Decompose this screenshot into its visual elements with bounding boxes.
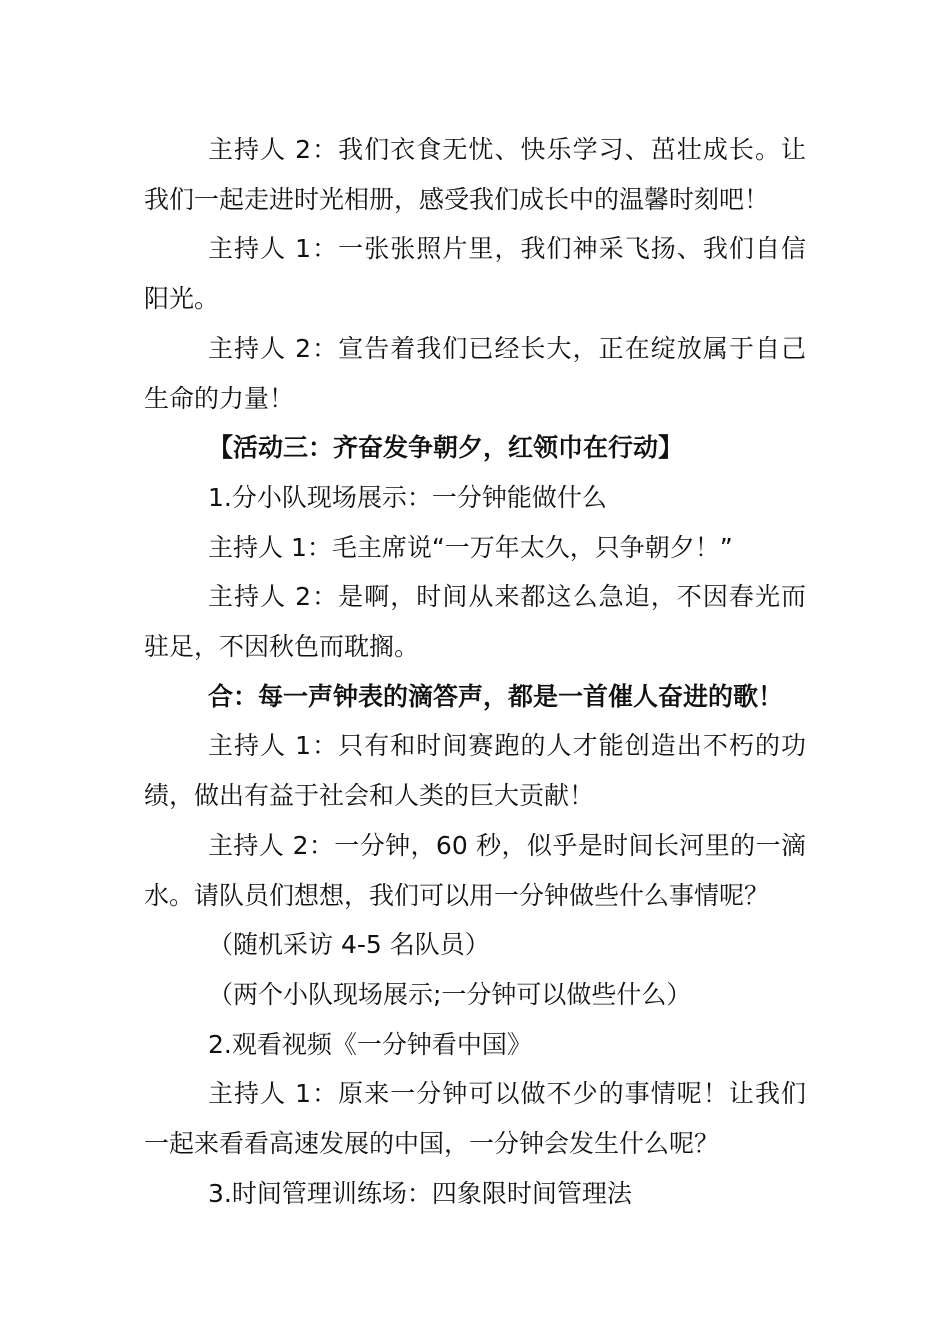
paragraph-host1-race: 主持人 1：只有和时间赛跑的人才能创造出不朽的功绩，做出有益于社会和人类的巨大贡献！ — [144, 731, 806, 811]
paragraph-host2-one-minute: 主持人 2：一分钟，60 秒，似乎是时间长河里的一滴水。请队员们想想，我们可以用一分钟做些什么事情呢？ — [144, 830, 806, 910]
paragraph-chorus: 合：每一声钟表的滴答声，都是一首催人奋进的歌！ — [208, 681, 784, 711]
paragraph-host1-quote: 主持人 1：毛主席说“一万年太久，只争朝夕！” — [208, 532, 733, 562]
paragraph-item-2: 2.观看视频《一分钟看中国》 — [208, 1029, 532, 1059]
paragraph-host2-intro: 主持人 2：我们衣食无忧、快乐学习、茁壮成长。让我们一起走进时光相册，感受我们成长中的温馨时刻吧！ — [144, 135, 806, 214]
paragraph-item-1: 1.分小队现场展示：一分钟能做什么 — [208, 482, 607, 512]
section-heading-activity-three: 【活动三：齐奋发争朝夕，红领巾在行动】 — [208, 433, 684, 463]
paragraph-host1-china: 主持人 1：原来一分钟可以做不少的事情呢！让我们一起来看看高速发展的中国，一分钟会发生什么呢？ — [144, 1079, 806, 1159]
paragraph-item-3: 3.时间管理训练场：四象限时间管理法 — [208, 1178, 632, 1208]
paragraph-interview-note: （随机采访 4-5 名队员） — [208, 930, 490, 960]
paragraph-host1-photos: 主持人 1：一张张照片里，我们神采飞扬、我们自信阳光。 — [144, 234, 806, 314]
paragraph-host2-growing: 主持人 2：宣告着我们已经长大，正在绽放属于自己生命的力量！ — [144, 333, 806, 413]
document-body — [144, 125, 806, 1218]
paragraph-host2-urgency: 主持人 2：是啊，时间从来都这么急迫，不因春光而驻足，不因秋色而耽搁。 — [144, 582, 806, 662]
paragraph-demo-note: （两个小队现场展示;一分钟可以做些什么） — [208, 979, 692, 1009]
